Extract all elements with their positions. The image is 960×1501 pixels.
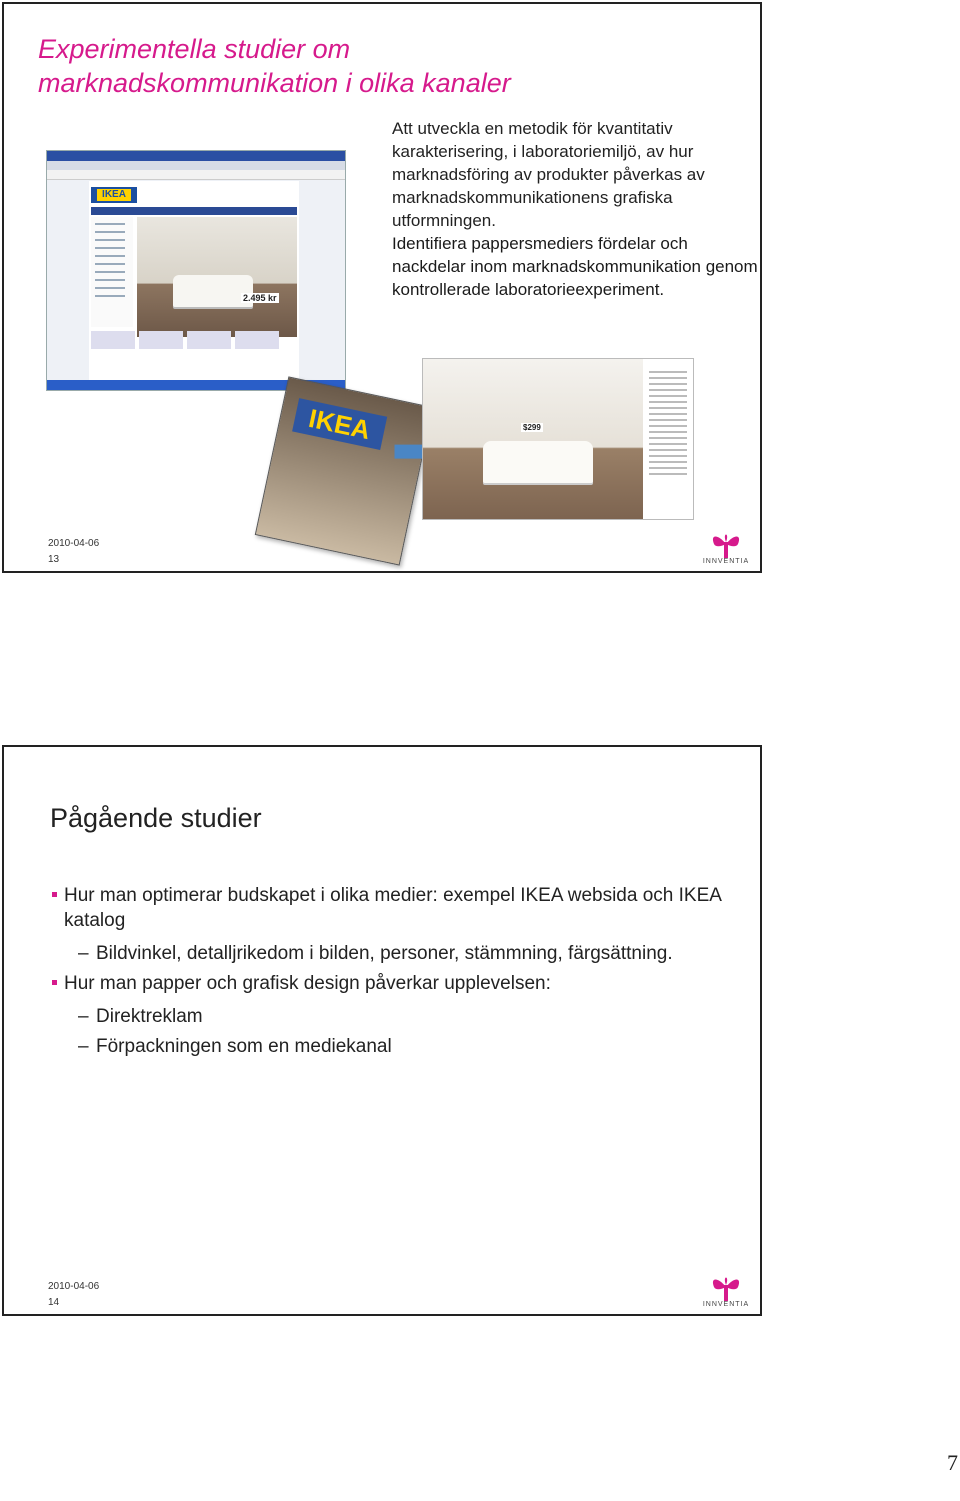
slide-body [52, 883, 752, 1064]
innventia-logo: INNVENTIA [696, 530, 756, 570]
bullet-icon [52, 892, 57, 897]
slide-number: 13 [48, 554, 60, 565]
sub-list-item: – Förpackningen som en mediekanal [78, 1036, 392, 1057]
paragraph-2: Identifiera pappersmediers fördelar och nackdelar inom marknadskommunikation genom kontrollerade laboratorieexperiment. [392, 234, 758, 299]
slide-13 [2, 2, 762, 573]
sub-list-item: – Bildvinkel, detalljrikedom i bilden, personer, stämmning, färgsättning. [78, 943, 673, 964]
catalog-logo: IKEA [292, 398, 387, 450]
sub-list-item: – Direktreklam [78, 1006, 203, 1027]
list-item: Hur man papper och grafisk design påverkar upplevelsen: [52, 971, 752, 996]
ikea-logo: IKEA [91, 187, 137, 203]
bullet-icon [52, 980, 57, 985]
screenshot-price: 2.495 kr [243, 293, 277, 303]
ikea-website-screenshot [46, 150, 346, 391]
catalog-spread-image [422, 358, 694, 520]
slide-date: 2010-04-06 [48, 538, 100, 549]
slide-title: Pågående studier [50, 803, 262, 833]
slide-title: Experimentella studier om marknadskommunikation i olika kanaler [38, 34, 511, 98]
ikea-catalog-image [255, 376, 433, 565]
slide-number: 14 [48, 1297, 60, 1308]
page-number: 7 [947, 1450, 958, 1475]
list-item: Hur man optimerar budskapet i olika medier: exempel IKEA websida och IKEA katalog [52, 883, 752, 933]
paragraph-1: Att utveckla en metodik för kvantitativ karakterisering, i laboratoriemiljö, av hur marknadsföring av produkter påverkas av marknadskommunikationens grafiska utformningen. [392, 119, 705, 230]
slide-date: 2010-04-06 [48, 1281, 100, 1292]
slide-body [392, 117, 762, 301]
spread-price: $299 [523, 423, 541, 432]
innventia-logo: INNVENTIA [696, 1273, 756, 1313]
slide-14 [2, 745, 762, 1316]
